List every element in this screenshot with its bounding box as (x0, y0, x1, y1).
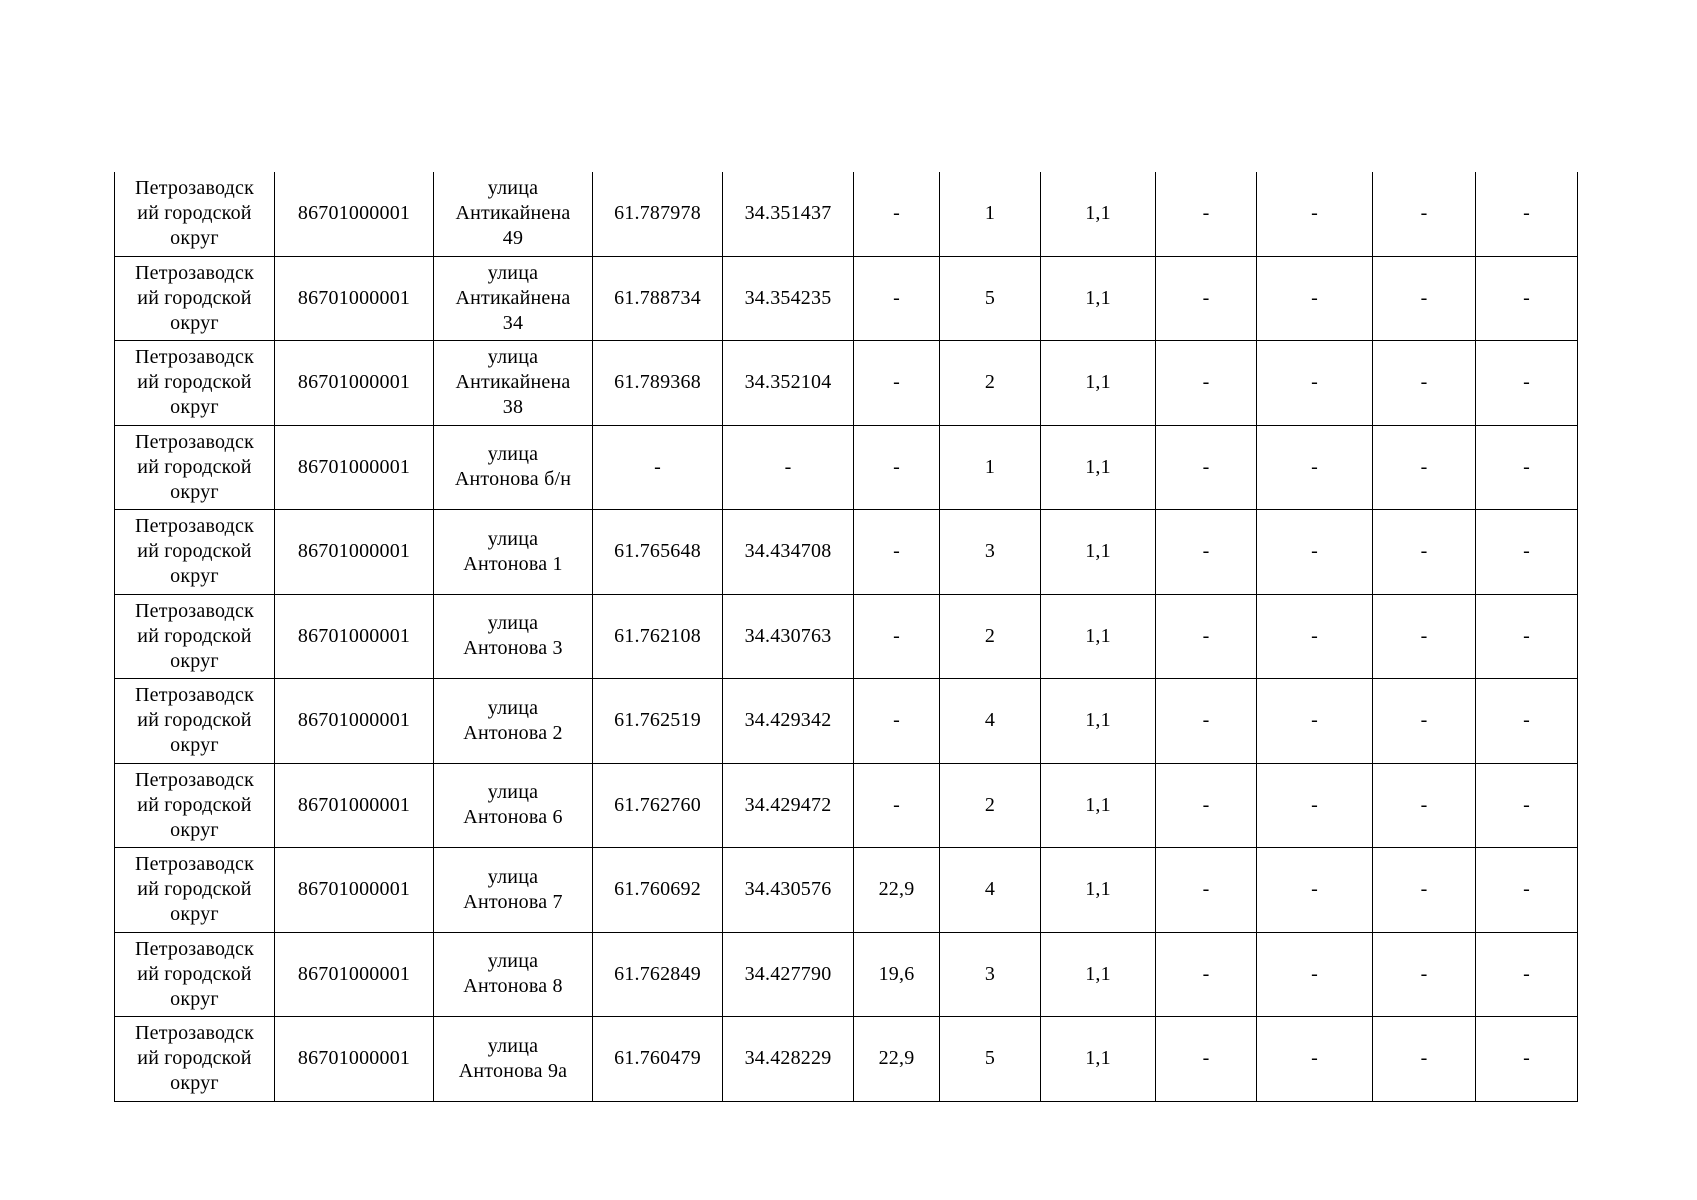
empty-cell-11: - (1373, 510, 1476, 595)
empty-cell-9: - (1156, 932, 1257, 1017)
empty-cell-11: - (1373, 679, 1476, 764)
latitude-cell: 61.760479 (593, 1017, 723, 1102)
volume-cell: 1,1 (1041, 172, 1156, 256)
container-count-cell: 4 (940, 848, 1041, 933)
oktmo-cell: 86701000001 (275, 172, 434, 256)
empty-cell-10: - (1257, 341, 1373, 426)
latitude-cell: - (593, 425, 723, 510)
latitude-cell: 61.762849 (593, 932, 723, 1017)
latitude-cell: 61.787978 (593, 172, 723, 256)
longitude-cell: 34.351437 (723, 172, 854, 256)
longitude-cell: 34.427790 (723, 932, 854, 1017)
municipality-cell: Петрозаводск ий городской округ (115, 932, 275, 1017)
empty-cell-9: - (1156, 341, 1257, 426)
address-cell: улица Антикайнена 49 (434, 172, 593, 256)
area-cell: 22,9 (854, 1017, 940, 1102)
area-cell: - (854, 510, 940, 595)
latitude-cell: 61.765648 (593, 510, 723, 595)
municipality-cell: Петрозаводск ий городской округ (115, 172, 275, 256)
container-count-cell: 2 (940, 594, 1041, 679)
latitude-cell: 61.789368 (593, 341, 723, 426)
address-cell: улица Антонова 3 (434, 594, 593, 679)
empty-cell-9: - (1156, 256, 1257, 341)
volume-cell: 1,1 (1041, 1017, 1156, 1102)
table-row (115, 256, 1578, 341)
empty-cell-9: - (1156, 172, 1257, 256)
address-cell: улица Антонова 9а (434, 1017, 593, 1102)
empty-cell-12: - (1476, 425, 1578, 510)
empty-cell-9: - (1156, 425, 1257, 510)
area-cell: - (854, 425, 940, 510)
oktmo-cell: 86701000001 (275, 763, 434, 848)
volume-cell: 1,1 (1041, 679, 1156, 764)
empty-cell-9: - (1156, 763, 1257, 848)
empty-cell-11: - (1373, 425, 1476, 510)
longitude-cell: 34.354235 (723, 256, 854, 341)
empty-cell-9: - (1156, 679, 1257, 764)
longitude-cell: 34.352104 (723, 341, 854, 426)
table-row (115, 763, 1578, 848)
empty-cell-10: - (1257, 256, 1373, 341)
oktmo-cell: 86701000001 (275, 932, 434, 1017)
empty-cell-10: - (1257, 172, 1373, 256)
table-row (115, 848, 1578, 933)
container-count-cell: 5 (940, 256, 1041, 341)
table-body (115, 172, 1578, 1101)
area-cell: - (854, 763, 940, 848)
area-cell: - (854, 341, 940, 426)
data-table (114, 172, 1578, 1102)
address-cell: улица Антонова 7 (434, 848, 593, 933)
oktmo-cell: 86701000001 (275, 1017, 434, 1102)
empty-cell-12: - (1476, 510, 1578, 595)
empty-cell-10: - (1257, 848, 1373, 933)
area-cell: 22,9 (854, 848, 940, 933)
empty-cell-10: - (1257, 425, 1373, 510)
municipality-cell: Петрозаводск ий городской округ (115, 594, 275, 679)
municipality-cell: Петрозаводск ий городской округ (115, 341, 275, 426)
area-cell: - (854, 172, 940, 256)
municipality-cell: Петрозаводск ий городской округ (115, 848, 275, 933)
empty-cell-10: - (1257, 932, 1373, 1017)
empty-cell-11: - (1373, 1017, 1476, 1102)
empty-cell-9: - (1156, 594, 1257, 679)
container-count-cell: 1 (940, 172, 1041, 256)
volume-cell: 1,1 (1041, 256, 1156, 341)
area-cell: 19,6 (854, 932, 940, 1017)
address-cell: улица Антонова б/н (434, 425, 593, 510)
oktmo-cell: 86701000001 (275, 679, 434, 764)
volume-cell: 1,1 (1041, 510, 1156, 595)
empty-cell-9: - (1156, 510, 1257, 595)
address-cell: улица Антикайнена 38 (434, 341, 593, 426)
empty-cell-9: - (1156, 848, 1257, 933)
empty-cell-11: - (1373, 932, 1476, 1017)
empty-cell-12: - (1476, 763, 1578, 848)
address-cell: улица Антонова 1 (434, 510, 593, 595)
address-cell: улица Антонова 2 (434, 679, 593, 764)
longitude-cell: 34.434708 (723, 510, 854, 595)
latitude-cell: 61.760692 (593, 848, 723, 933)
oktmo-cell: 86701000001 (275, 848, 434, 933)
container-count-cell: 1 (940, 425, 1041, 510)
volume-cell: 1,1 (1041, 341, 1156, 426)
empty-cell-11: - (1373, 594, 1476, 679)
volume-cell: 1,1 (1041, 594, 1156, 679)
longitude-cell: - (723, 425, 854, 510)
oktmo-cell: 86701000001 (275, 256, 434, 341)
municipality-cell: Петрозаводск ий городской округ (115, 256, 275, 341)
table-row (115, 425, 1578, 510)
municipality-cell: Петрозаводск ий городской округ (115, 679, 275, 764)
empty-cell-10: - (1257, 510, 1373, 595)
empty-cell-12: - (1476, 848, 1578, 933)
table-row (115, 341, 1578, 426)
address-cell: улица Антонова 8 (434, 932, 593, 1017)
area-cell: - (854, 256, 940, 341)
table-row (115, 1017, 1578, 1102)
longitude-cell: 34.430576 (723, 848, 854, 933)
oktmo-cell: 86701000001 (275, 510, 434, 595)
table-row (115, 172, 1578, 256)
latitude-cell: 61.788734 (593, 256, 723, 341)
area-cell: - (854, 594, 940, 679)
empty-cell-10: - (1257, 763, 1373, 848)
empty-cell-11: - (1373, 341, 1476, 426)
container-count-cell: 2 (940, 763, 1041, 848)
latitude-cell: 61.762519 (593, 679, 723, 764)
longitude-cell: 34.429342 (723, 679, 854, 764)
volume-cell: 1,1 (1041, 763, 1156, 848)
empty-cell-12: - (1476, 679, 1578, 764)
empty-cell-11: - (1373, 172, 1476, 256)
empty-cell-12: - (1476, 932, 1578, 1017)
municipality-cell: Петрозаводск ий городской округ (115, 1017, 275, 1102)
volume-cell: 1,1 (1041, 848, 1156, 933)
longitude-cell: 34.429472 (723, 763, 854, 848)
empty-cell-11: - (1373, 848, 1476, 933)
table-row (115, 510, 1578, 595)
longitude-cell: 34.430763 (723, 594, 854, 679)
latitude-cell: 61.762760 (593, 763, 723, 848)
empty-cell-12: - (1476, 341, 1578, 426)
latitude-cell: 61.762108 (593, 594, 723, 679)
container-count-cell: 3 (940, 932, 1041, 1017)
empty-cell-10: - (1257, 594, 1373, 679)
empty-cell-12: - (1476, 1017, 1578, 1102)
table-row (115, 594, 1578, 679)
empty-cell-12: - (1476, 594, 1578, 679)
municipality-cell: Петрозаводск ий городской округ (115, 425, 275, 510)
empty-cell-10: - (1257, 1017, 1373, 1102)
empty-cell-12: - (1476, 256, 1578, 341)
empty-cell-11: - (1373, 763, 1476, 848)
container-count-cell: 5 (940, 1017, 1041, 1102)
container-count-cell: 3 (940, 510, 1041, 595)
empty-cell-11: - (1373, 256, 1476, 341)
oktmo-cell: 86701000001 (275, 425, 434, 510)
table-row (115, 932, 1578, 1017)
oktmo-cell: 86701000001 (275, 341, 434, 426)
municipality-cell: Петрозаводск ий городской округ (115, 763, 275, 848)
container-count-cell: 4 (940, 679, 1041, 764)
volume-cell: 1,1 (1041, 932, 1156, 1017)
area-cell: - (854, 679, 940, 764)
address-cell: улица Антикайнена 34 (434, 256, 593, 341)
empty-cell-9: - (1156, 1017, 1257, 1102)
empty-cell-12: - (1476, 172, 1578, 256)
volume-cell: 1,1 (1041, 425, 1156, 510)
table-row (115, 679, 1578, 764)
municipality-cell: Петрозаводск ий городской округ (115, 510, 275, 595)
empty-cell-10: - (1257, 679, 1373, 764)
container-count-cell: 2 (940, 341, 1041, 426)
address-cell: улица Антонова 6 (434, 763, 593, 848)
oktmo-cell: 86701000001 (275, 594, 434, 679)
longitude-cell: 34.428229 (723, 1017, 854, 1102)
